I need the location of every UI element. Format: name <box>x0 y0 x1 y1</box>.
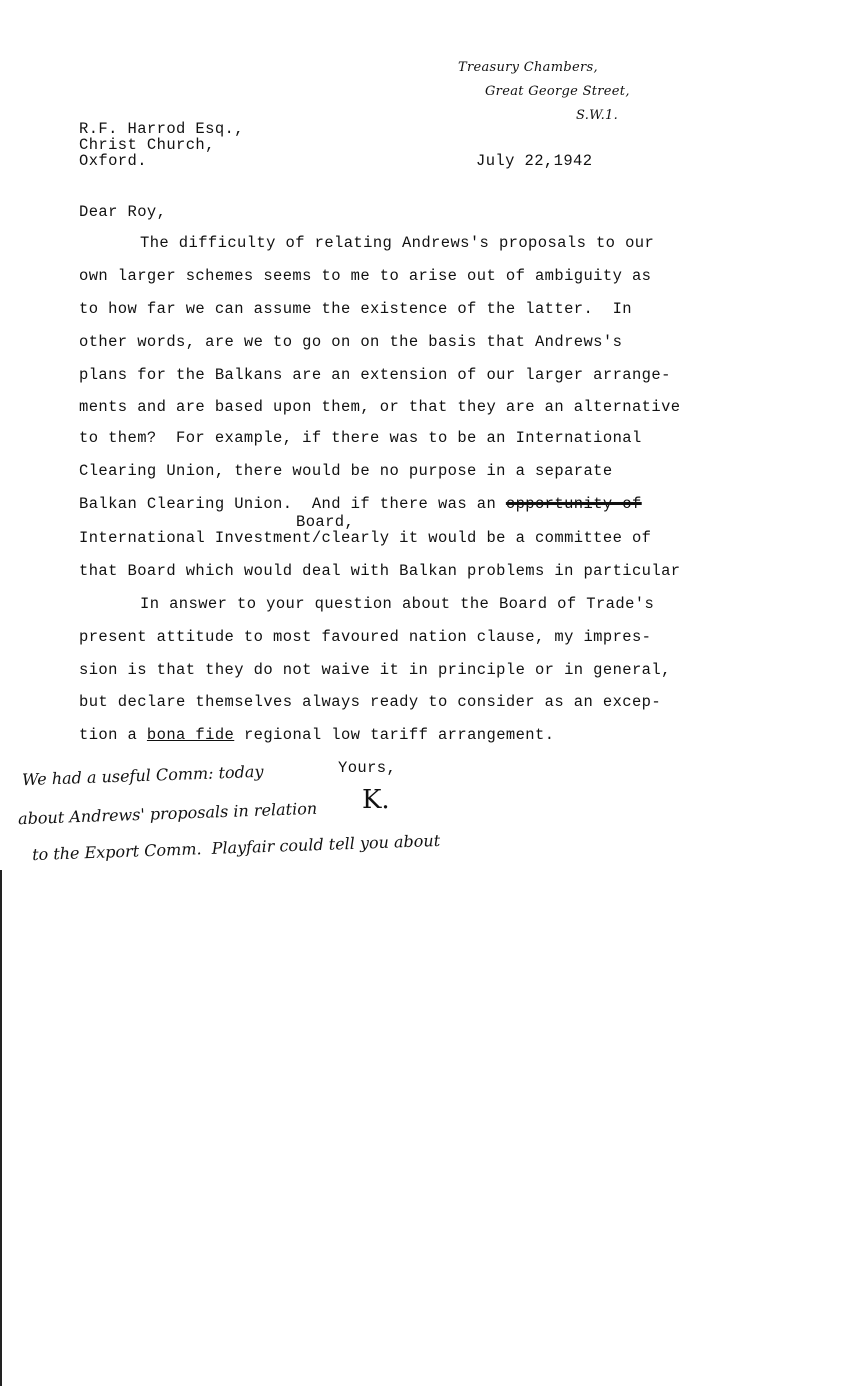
letterhead-line-1: Treasury Chambers, <box>458 60 598 75</box>
handwritten-note-line-1: We had a useful Comm: today <box>21 761 264 790</box>
paragraph-1-line-9-text: Balkan Clearing Union. And if there was an <box>79 495 506 513</box>
underlined-phrase: bona fide <box>146 726 235 744</box>
handwritten-note-line-3: to the Export Comm. Playfair could tell you about <box>31 830 441 865</box>
paragraph-1-line-1: The difficulty of relating Andrews's proposals to our <box>140 234 655 252</box>
recipient-city: Oxford. <box>79 152 147 170</box>
signature: K. <box>362 785 390 815</box>
paragraph-1-line-8: Clearing Union, there would be no purpose in a separate <box>79 462 613 480</box>
salutation: Dear Roy, <box>79 203 167 221</box>
closing: Yours, <box>338 759 397 777</box>
typed-insertion: Board, <box>296 513 355 531</box>
letterhead-line-3: S.W.1. <box>576 108 618 123</box>
paragraph-1-line-2: own larger schemes seems to me to arise out of ambiguity as <box>79 267 652 285</box>
paragraph-2-line-5-start: tion a <box>79 726 147 744</box>
paragraph-2-line-5-end: regional low tariff arrangement. <box>234 726 555 744</box>
recipient-name: R.F. Harrod Esq., <box>79 120 244 138</box>
paragraph-1-line-11: that Board which would deal with Balkan problems in particular <box>79 562 681 580</box>
paragraph-1-line-9 <box>79 495 642 513</box>
paragraph-1-line-6: ments and are based upon them, or that they are an alternative <box>79 398 681 416</box>
paragraph-1-line-4: other words, are we to go on on the basis that Andrews's <box>79 333 623 351</box>
paragraph-1-line-7: to them? For example, if there was to be an International <box>79 429 642 447</box>
paragraph-2-line-2: present attitude to most favoured nation clause, my impres- <box>79 628 652 646</box>
paragraph-2-line-5 <box>79 726 554 744</box>
paragraph-2-line-3: sion is that they do not waive it in principle or in general, <box>79 661 671 679</box>
struck-out-text: opportunity of <box>505 495 642 513</box>
scan-edge-line <box>0 870 2 1386</box>
paragraph-1-line-5: plans for the Balkans are an extension of our larger arrange- <box>79 366 671 384</box>
letterhead-line-2: Great George Street, <box>485 84 630 99</box>
paragraph-2-line-4: but declare themselves always ready to consider as an excep- <box>79 693 662 711</box>
recipient-institution: Christ Church, <box>79 136 215 154</box>
letter-date: July 22,1942 <box>476 152 593 170</box>
paragraph-1-line-3: to how far we can assume the existence of the latter. In <box>79 300 632 318</box>
handwritten-note-line-2: about Andrews' proposals in relation <box>17 798 318 829</box>
paragraph-2-line-1: In answer to your question about the Board of Trade's <box>140 595 655 613</box>
paragraph-1-line-10: International Investment/clearly it would be a committee of <box>79 529 652 547</box>
